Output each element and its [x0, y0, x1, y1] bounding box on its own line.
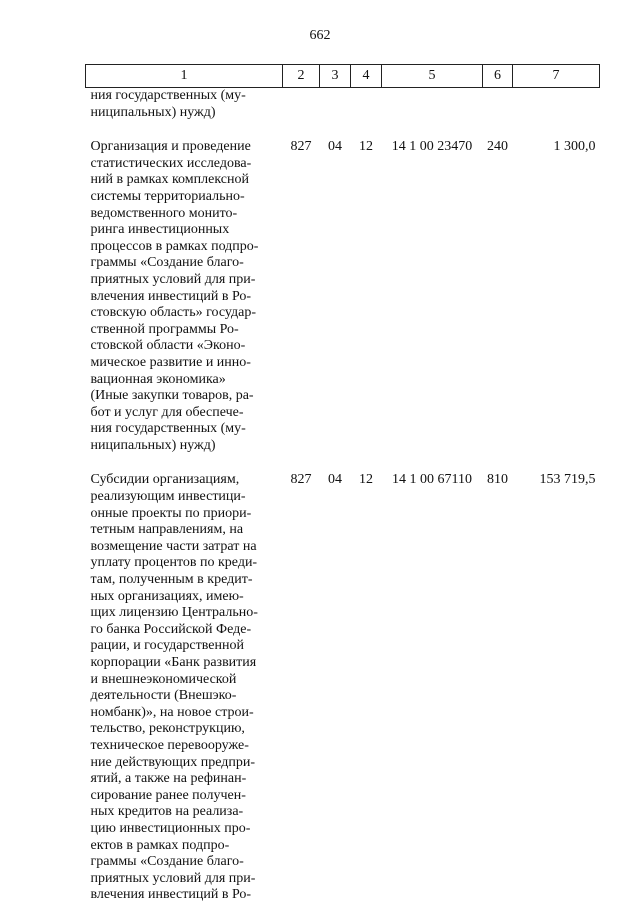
- table-header-row: [86, 65, 600, 88]
- expense-name-line: системы территориально-: [90, 188, 245, 204]
- expense-name-line: стовскую область» государ-: [90, 305, 257, 321]
- column-header: 1: [86, 65, 283, 88]
- expense-name-line: процессов в рамках подпро-: [90, 238, 259, 254]
- expense-name-line: влечения инвестиций в Ро-: [90, 288, 252, 304]
- expense-name-line: возмещение части затрат на: [90, 538, 257, 554]
- expense-name-line: техническое перевооруже-: [90, 737, 249, 753]
- column-header: 7: [513, 65, 600, 88]
- expense-name-line: щих лицензию Центрально-: [90, 605, 258, 621]
- table-row: [86, 472, 600, 903]
- expense-name-line: ектов в рамках подпро-: [90, 837, 230, 853]
- expense-name-line: граммы «Создание благо-: [90, 255, 244, 271]
- expense-name-line: корпорации «Банк развития: [90, 655, 257, 670]
- budget-code-cell: 827: [290, 472, 312, 488]
- expense-name-line: цию инвестиционных про-: [90, 820, 251, 836]
- budget-code-cell: [283, 88, 320, 140]
- expense-name-line: рации, и государственной: [90, 638, 244, 654]
- expense-type-cell: 240: [487, 139, 508, 155]
- table-body: [86, 88, 600, 904]
- section-cell: 04: [328, 472, 342, 488]
- expense-type-cell: 810: [487, 472, 508, 488]
- expense-name-line: статистических исследова-: [90, 155, 252, 171]
- budget-table: [85, 64, 600, 904]
- target-article-cell: [382, 88, 483, 140]
- expense-name-line: ведомственного монито-: [90, 205, 238, 221]
- expense-name-line: ниципальных) нужд): [90, 437, 216, 453]
- expense-name-line: ных организациях, имею-: [90, 588, 244, 604]
- expense-name-line: номбанк)», на новое строи-: [90, 704, 254, 720]
- expense-name-line: Субсидии организациям,: [90, 472, 240, 488]
- subsection-cell: [351, 88, 382, 140]
- expense-name-line: бот и услуг для обеспече-: [90, 404, 244, 420]
- expense-name-line: ниципальных) нужд): [90, 104, 216, 120]
- expense-name-line: граммы «Создание благо-: [90, 854, 244, 870]
- expense-name-line: ния государственных (му-: [90, 88, 246, 103]
- table-row: [86, 139, 600, 472]
- expense-name-line: влечения инвестиций в Ро-: [90, 887, 252, 903]
- amount-cell: 1 300,0: [553, 139, 596, 155]
- expense-name-line: реализующим инвестици-: [90, 489, 246, 505]
- expense-name-line: вационная экономика»: [90, 371, 226, 387]
- budget-code-cell: 827: [290, 139, 312, 155]
- expense-name-line: ных кредитов на реализа-: [90, 804, 244, 820]
- expense-name-line: тельство, реконструкцию,: [90, 721, 245, 737]
- expense-name-line: деятельности (Внешэко-: [90, 688, 237, 704]
- expense-name-cell: [86, 139, 283, 472]
- expense-name-line: стовской области «Эконо-: [90, 338, 246, 354]
- expense-name-line: приятных условий для при-: [90, 271, 256, 287]
- amount-cell: 153 719,5: [539, 472, 596, 488]
- column-header: 4: [351, 65, 382, 88]
- expense-name-line: ственной программы Ро-: [90, 321, 239, 337]
- expense-name-cell: [86, 88, 283, 140]
- expense-name-line: сирование ранее получен-: [90, 787, 246, 803]
- expense-name-line: ние действующих предпри-: [90, 754, 256, 770]
- expense-name-line: там, полученным в кредит-: [90, 572, 253, 588]
- amount-cell: [513, 88, 600, 140]
- expense-name-line: онные проекты по приори-: [90, 505, 252, 521]
- subsection-cell: 12: [359, 472, 373, 488]
- expense-name-line: мическое развитие и инно-: [90, 354, 251, 370]
- expense-name-line: (Иные закупки товаров, ра-: [90, 388, 254, 404]
- expense-name-line: тетным направлениям, на: [90, 522, 244, 538]
- expense-type-cell: [483, 88, 513, 140]
- expense-name-line: приятных условий для при-: [90, 870, 256, 886]
- section-cell: [320, 88, 351, 140]
- subsection-cell: 12: [359, 139, 373, 155]
- target-article-cell: 14 1 00 23470: [391, 139, 473, 155]
- expense-name-line: ятий, а также на рефинан-: [90, 771, 247, 787]
- column-header: 2: [283, 65, 320, 88]
- expense-name-cell: [86, 472, 283, 903]
- column-header: 6: [483, 65, 513, 88]
- expense-name-line: Организация и проведение: [90, 139, 251, 155]
- expense-name-line: ний в рамках комплексной: [90, 172, 249, 188]
- expense-name-line: го банка Российской Феде-: [90, 621, 252, 637]
- expense-name-line: ринга инвестиционных: [90, 222, 230, 238]
- table-row: [86, 88, 600, 140]
- target-article-cell: 14 1 00 67110: [392, 472, 472, 488]
- expense-name-line: и внешнеэкономической: [90, 671, 237, 687]
- expense-name-line: уплату процентов по креди-: [90, 555, 258, 571]
- column-header: 3: [320, 65, 351, 88]
- section-cell: 04: [328, 139, 342, 155]
- column-header: 5: [382, 65, 483, 88]
- expense-name-line: ния государственных (му-: [90, 421, 246, 437]
- page-number: 662: [309, 28, 331, 43]
